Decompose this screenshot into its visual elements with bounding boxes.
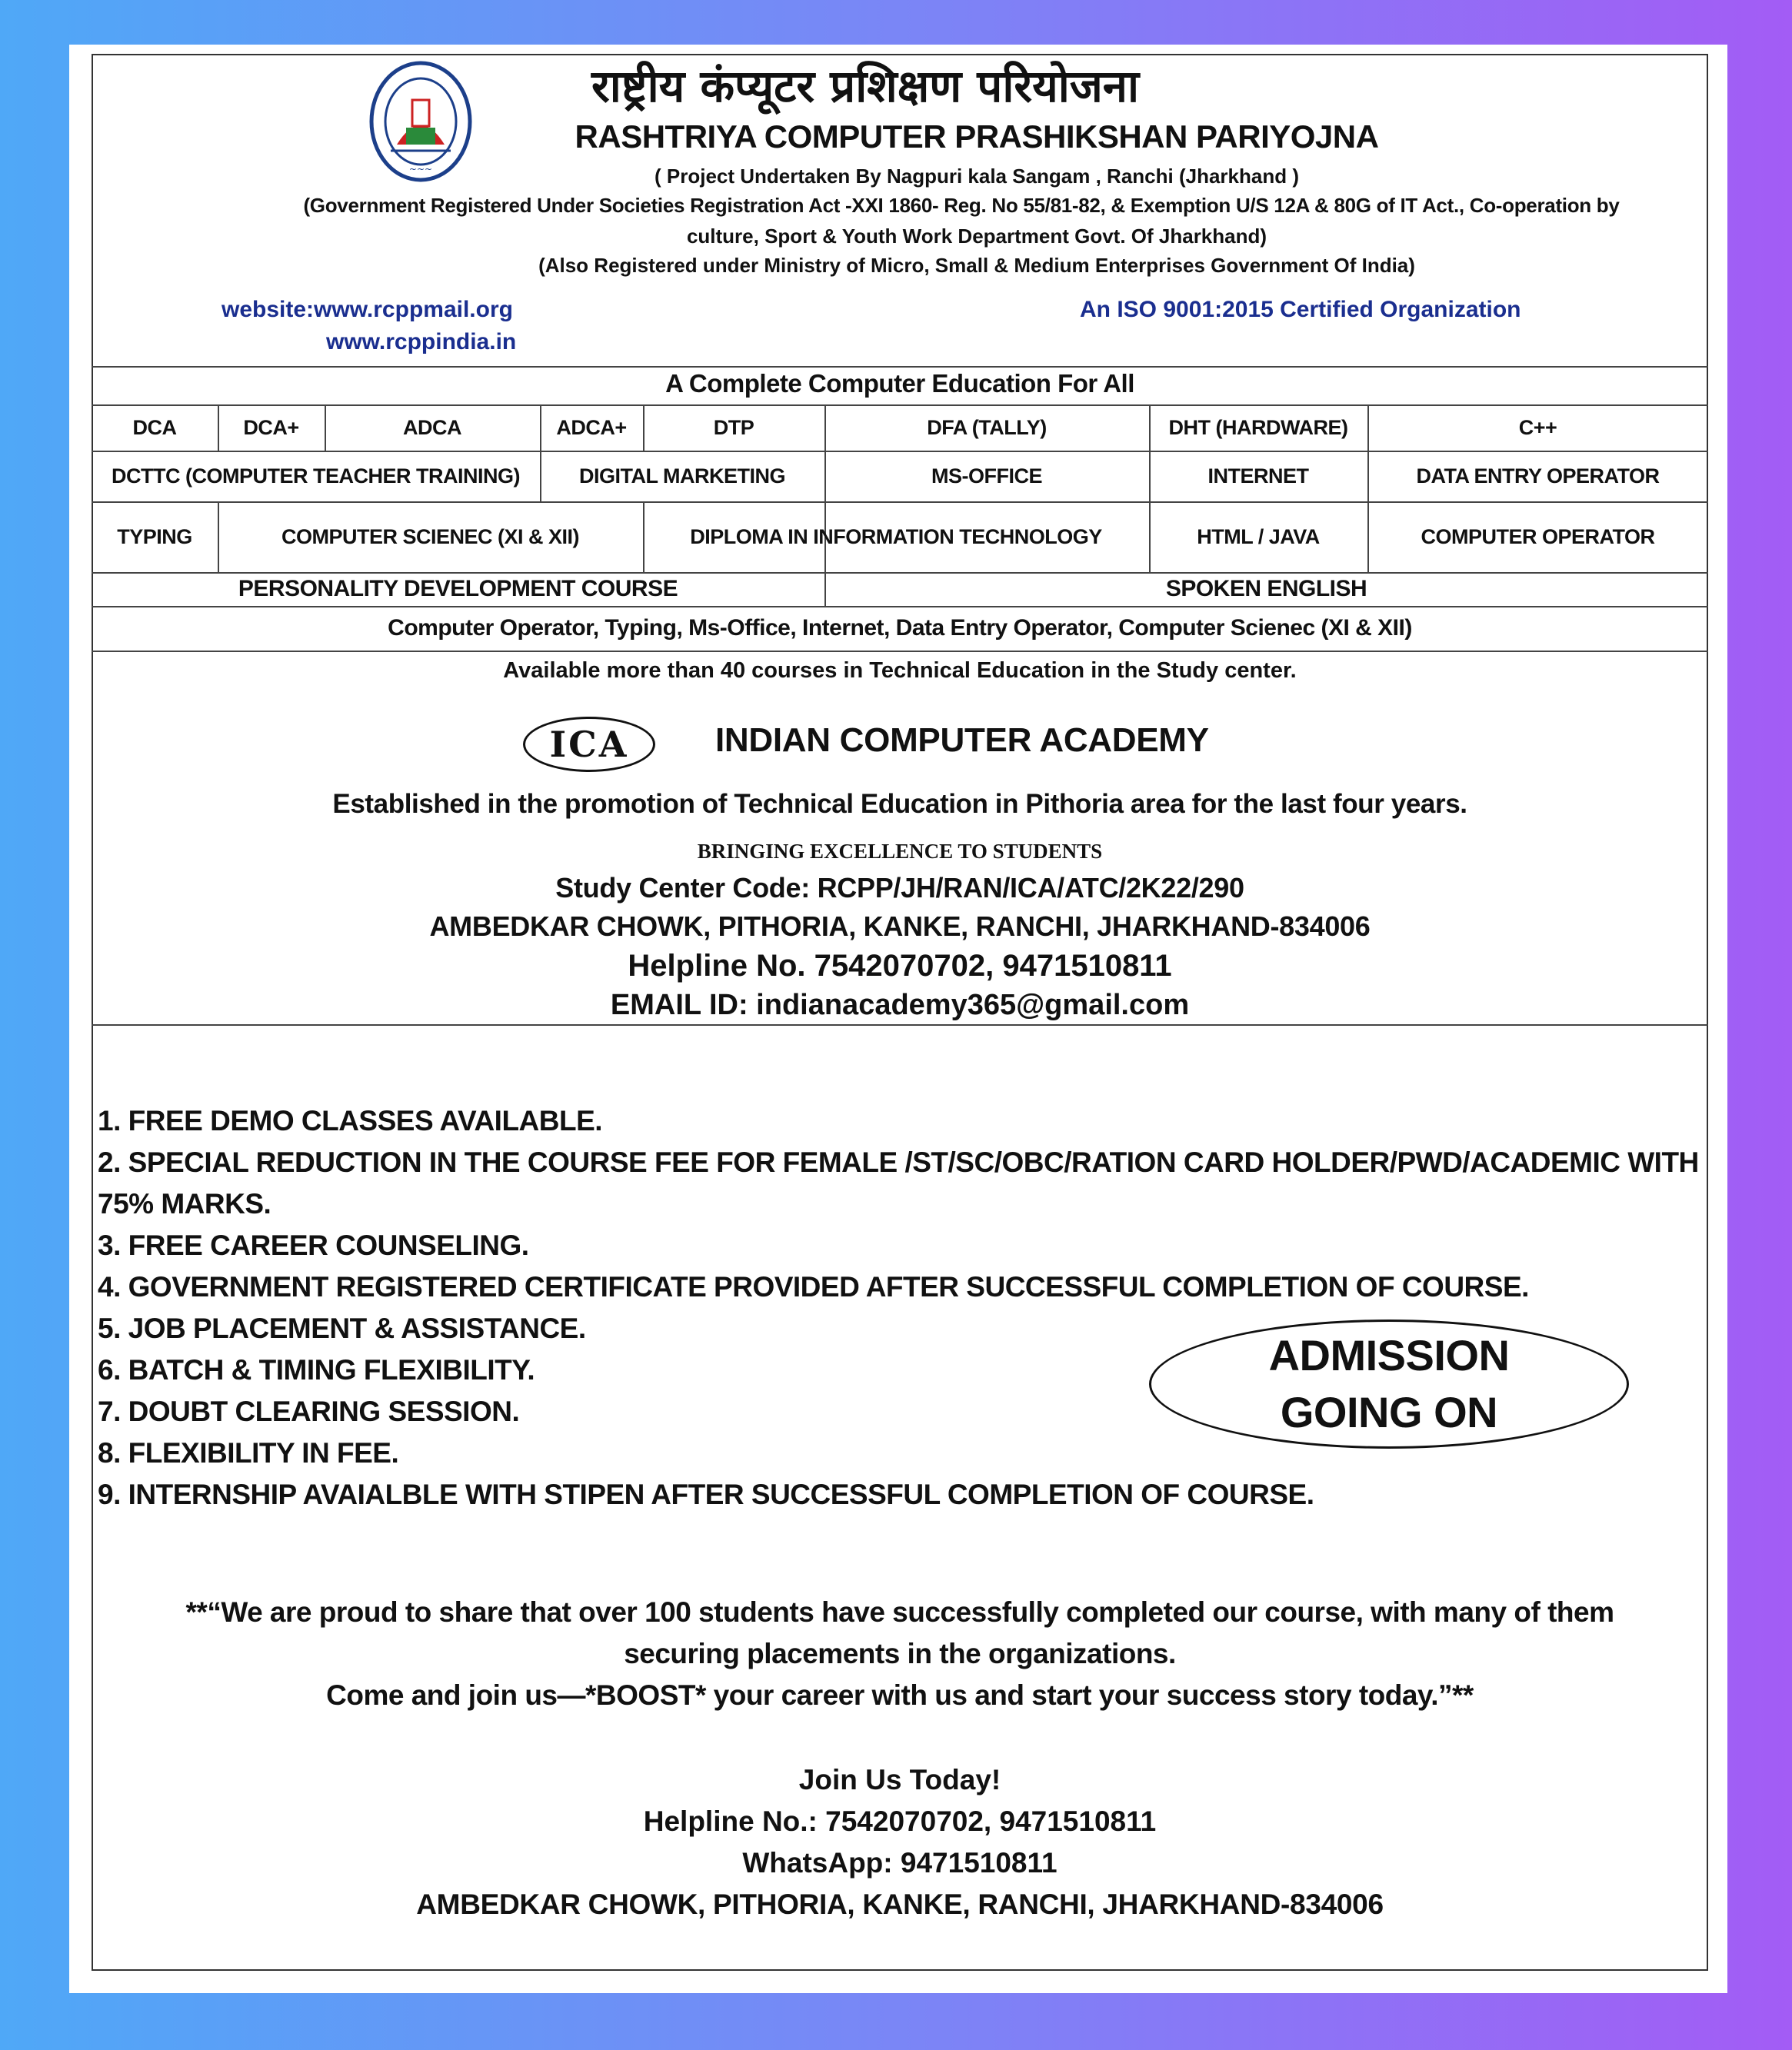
course-cell: C++ [1518,415,1557,439]
study-center-code: Study Center Code: RCPP/JH/RAN/ICA/ATC/2K22/290 [555,872,1244,904]
feature-item: 2. SPECIAL REDUCTION IN THE COURSE FEE FOR FEMALE /ST/SC/OBC/RATION CARD HOLDER/PWD/ACADEMIC WITH [98,1146,1699,1178]
course-cell: INTERNET [1207,464,1309,488]
feature-item: 75% MARKS. [98,1188,271,1220]
feature-item: 9. INTERNSHIP AVAIALBLE WITH STIPEN AFTER SUCCESSFUL COMPLETION OF COURSE. [98,1479,1314,1510]
course-cell: DCA [132,415,177,439]
feature-item: 5. JOB PLACEMENT & ASSISTANCE. [98,1313,586,1344]
course-cell: DTP [713,415,754,439]
course-cell: ADCA+ [556,415,627,439]
course-cell: DIGITAL MARKETING [579,464,785,488]
academy-established: Established in the promotion of Technical Education in Pithoria area for the last four years. [332,789,1467,819]
courses-available-note: Available more than 40 courses in Technical Education in the Study center. [503,658,1297,683]
course-cell: HTML / JAVA [1197,524,1320,548]
section-divider [92,1024,1708,1026]
course-cell: DATA ENTRY OPERATOR [1416,464,1660,488]
subtitle-project: ( Project Undertaken By Nagpuri kala Sangam , Ranchi (Jharkhand ) [655,165,1299,188]
course-cell: DCTTC (COMPUTER TEACHER TRAINING) [112,464,520,488]
feature-item: 8. FLEXIBILITY IN FEE. [98,1437,399,1469]
join-heading: Join Us Today! [798,1764,1001,1795]
table-divider [92,366,1708,368]
academy-email[interactable]: EMAIL ID: indianacademy365@gmail.com [610,989,1190,1021]
success-quote: **“We are proud to share that over 100 students have successfully completed our course, with many of them [185,1596,1614,1628]
ica-logo [523,717,655,772]
subtitle-registration: (Government Registered Under Societies Registration Act -XXI 1860- Reg. No 55/81-82, & Exemption U/S 12A & 80G of IT Act., Co-operation by [303,194,1620,217]
feature-item: 6. BATCH & TIMING FLEXIBILITY. [98,1354,535,1386]
subtitle-msme: (Also Registered under Ministry of Micro, Small & Medium Enterprises Government Of India) [538,254,1415,277]
website-link-2[interactable]: www.rcppindia.in [326,329,517,354]
course-cell: COMPUTER OPERATOR [1421,524,1655,548]
course-cell: COMPUTER SCIENEC (XI & XII) [281,524,580,548]
courses-heading: A Complete Computer Education For All [665,369,1134,398]
rcpp-seal-logo [368,60,474,183]
title-english: RASHTRIYA COMPUTER PRASHIKSHAN PARIYOJNA [575,118,1379,155]
feature-item: 7. DOUBT CLEARING SESSION. [98,1396,520,1427]
title-hindi: राष्ट्रीय कंप्यूटर प्रशिक्षण परियोजना [591,60,1140,112]
closing-whatsapp: WhatsApp: 9471510811 [742,1847,1058,1879]
course-cell: TYPING [117,524,192,548]
course-cell: SPOKEN ENGLISH [1165,576,1367,601]
success-quote-cont: securing placements in the organizations. [624,1638,1176,1669]
course-cell: DHT (HARDWARE) [1168,415,1348,439]
course-cell: DFA (TALLY) [927,415,1047,439]
academy-helpline: Helpline No. 7542070702, 9471510811 [628,949,1172,983]
subtitle-registration-cont: culture, Sport & Youth Work Department Govt. Of Jharkhand) [686,225,1267,248]
course-cell: DIPLOMA IN INFORMATION TECHNOLOGY [690,524,1102,548]
academy-name: INDIAN COMPUTER ACADEMY [715,721,1209,759]
academy-address: AMBEDKAR CHOWK, PITHORIA, KANKE, RANCHI, JHARKHAND-834006 [429,910,1371,942]
feature-item: 1. FREE DEMO CLASSES AVAILABLE. [98,1105,603,1136]
admission-line-1: ADMISSION [1268,1331,1510,1379]
admission-line-2: GOING ON [1280,1388,1498,1436]
course-cell: MS-OFFICE [931,464,1042,488]
table-divider [92,651,1708,652]
feature-item: 3. FREE CAREER COUNSELING. [98,1230,529,1261]
course-summary: Computer Operator, Typing, Ms-Office, Internet, Data Entry Operator, Computer Scienec (XI & XII) [388,615,1412,641]
course-cell: DCA+ [243,415,299,439]
ica-logo-text: ICA [549,724,629,765]
svg-text:~~~: ~~~ [408,164,433,175]
iso-certification: An ISO 9001:2015 Certified Organization [1080,297,1521,322]
feature-item: 4. GOVERNMENT REGISTERED CERTIFICATE PROVIDED AFTER SUCCESSFUL COMPLETION OF COURSE. [98,1271,1529,1303]
website-link[interactable]: website:www.rcppmail.org [222,297,513,322]
closing-helpline: Helpline No.: 7542070702, 9471510811 [643,1805,1157,1837]
admission-badge [1149,1320,1629,1449]
call-to-action: Come and join us—*BOOST* your career with us and start your success story today.”** [326,1679,1474,1711]
course-cell: PERSONALITY DEVELOPMENT COURSE [238,576,678,601]
academy-tagline: BRINGING EXCELLENCE TO STUDENTS [697,840,1103,863]
closing-address: AMBEDKAR CHOWK, PITHORIA, KANKE, RANCHI, JHARKHAND-834006 [416,1889,1384,1920]
course-cell: ADCA [403,415,461,439]
